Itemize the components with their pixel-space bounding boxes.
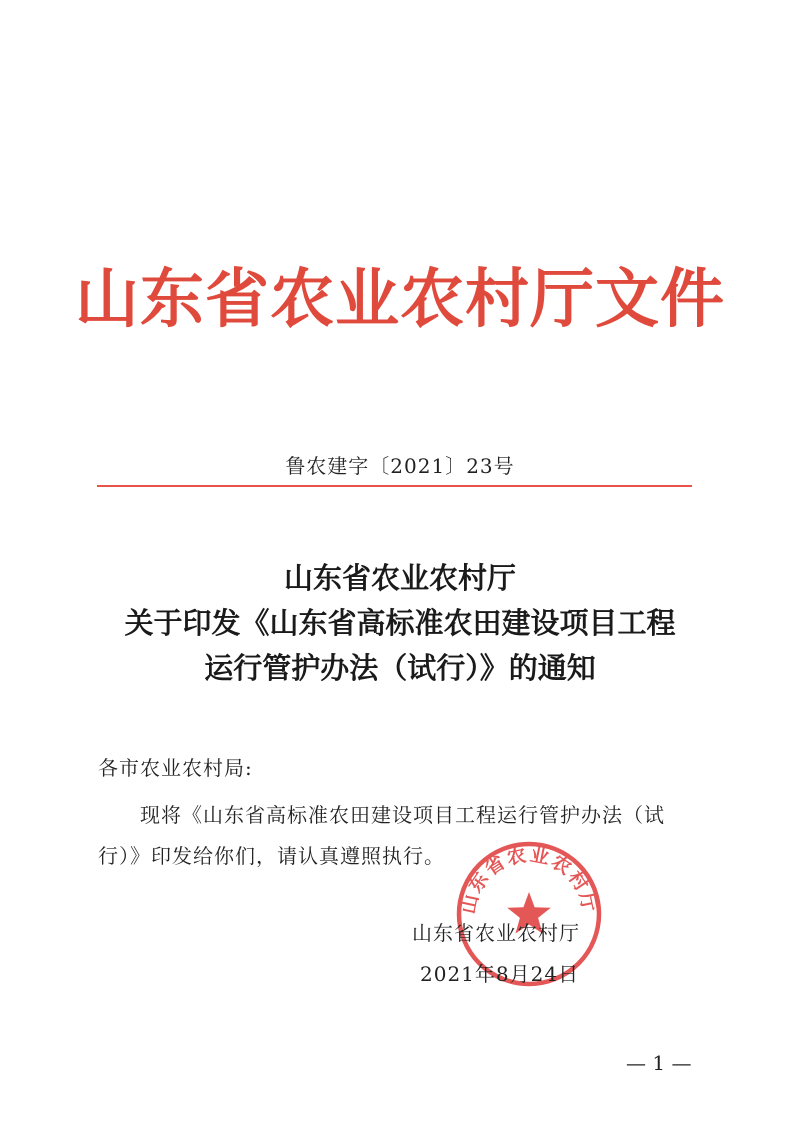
document-number: 鲁农建字〔2021〕23号 xyxy=(285,454,515,478)
issue-date: 2021年8月24日 xyxy=(420,962,580,986)
notice-title-line-1: 山东省农业农村厅 xyxy=(283,561,516,595)
body-paragraph xyxy=(98,795,698,877)
masthead-title: 山东省农业农村厅文件 xyxy=(75,263,725,337)
body-line-2: 行）》印发给你们，请认真遵照执行。 xyxy=(98,844,445,868)
notice-title-line-3: 运行管护办法（试行）》的通知 xyxy=(204,651,596,685)
salutation: 各市农业农村局: xyxy=(98,756,253,780)
body-line-1: 现将《山东省高标准农田建设项目工程运行管护办法（试 xyxy=(140,803,665,827)
seal-arc-textpath: 山东省农业农村厅 xyxy=(457,843,601,916)
page-number: — 1 — xyxy=(626,1051,692,1075)
notice-title xyxy=(0,556,800,691)
red-divider-line xyxy=(97,485,692,487)
notice-title-line-2: 关于印发《山东省高标准农田建设项目工程 xyxy=(124,606,676,640)
issuer-signature: 山东省农业农村厅 xyxy=(412,921,580,945)
